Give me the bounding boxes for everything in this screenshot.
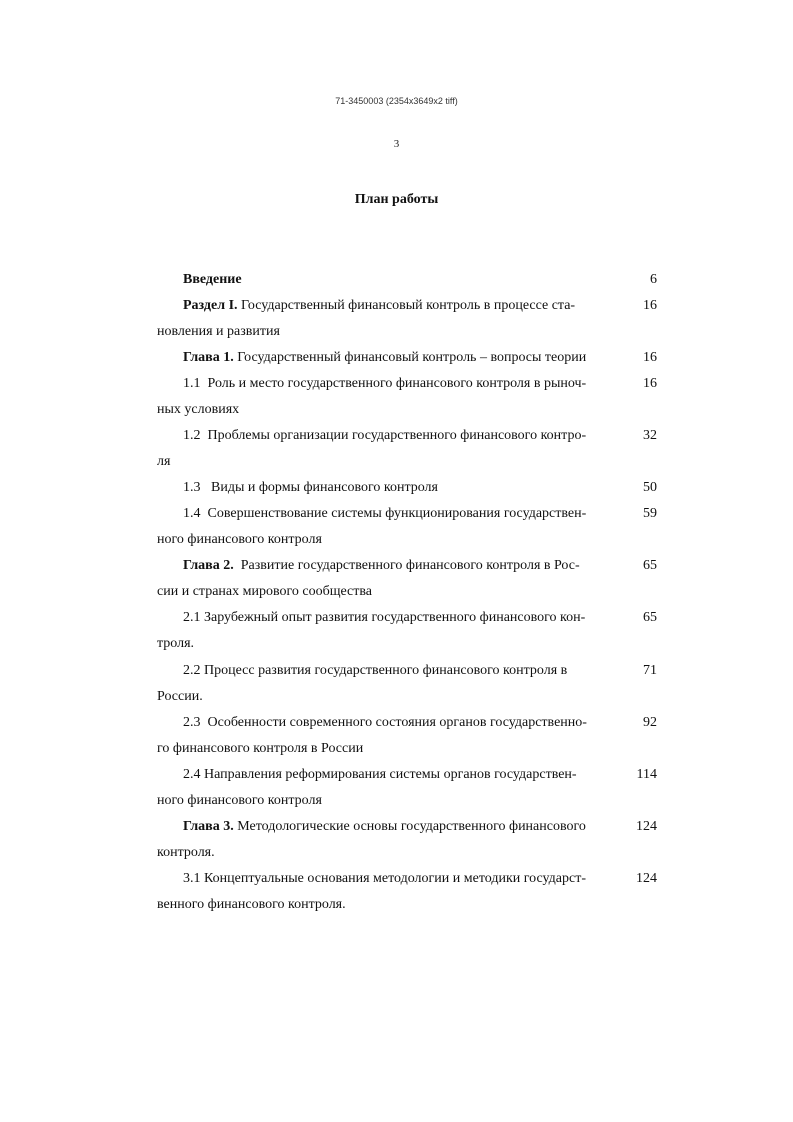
toc-label: 2.1 [183,610,201,625]
toc-text-line: Проблемы организации государственного финансового контро- [207,428,587,443]
toc-label: Глава 1. [183,350,234,365]
toc-text-line: Методологические основы государственного финансового [237,819,586,834]
toc-entry-chapter-2 [157,556,657,608]
toc-text-line: Концептуальные основания методологии и методики государст- [204,871,586,886]
toc-text-line: Государственный финансовый контроль – вопросы теории [237,350,587,365]
toc-entry-introduction [183,270,657,296]
toc-text-line: ного финансового контроля [157,532,322,547]
toc-text-line: го финансового контроля в России [157,741,364,756]
toc-page: 92 [643,715,657,730]
toc-page: 65 [643,610,657,625]
toc-label: 1.3 [183,480,201,495]
toc-label: 1.2 [183,428,201,443]
page-title: План работы [354,192,439,207]
toc-page: 50 [643,480,657,495]
toc-page: 16 [643,298,657,313]
toc-entry-2-2 [157,661,657,713]
toc-text-line: Виды и формы финансового контроля [211,480,438,495]
toc-text-line: Зарубежный опыт развития государственного финансового кон- [204,610,586,625]
toc-text-line: контроля. [157,845,215,860]
toc-entry-2-4 [157,765,657,817]
toc-entry-1-2 [157,426,657,478]
toc-text-line: Государственный финансовый контроль в процессе ста- [241,298,576,313]
toc-label: 1.4 [183,506,201,521]
toc-text-line: сии и странах мирового сообщества [157,584,373,599]
scan-id-header: 71-3450003 (2354x3649x2 tiff) [335,96,458,106]
toc-text-line: троля. [157,636,195,651]
toc-label: Введение [183,272,242,287]
toc-page: 65 [643,558,657,573]
toc-label: 2.2 [183,663,201,678]
toc-text-line: венного финансового контроля. [157,897,346,912]
toc-text-line: новления и развития [157,324,280,339]
toc-text-line: ного финансового контроля [157,793,322,808]
toc-entry-chapter-3 [157,817,657,869]
toc-text-line: Развитие государственного финансового контроля в Рос- [240,558,580,573]
toc-entry-2-3 [157,713,657,765]
toc-page: 114 [636,767,657,782]
toc-label: Глава 3. [183,819,234,834]
toc-label: Глава 2. [183,558,234,573]
toc-label: 2.3 [183,715,201,730]
toc-page: 32 [643,428,657,443]
toc-text-line: ля [157,454,171,469]
toc-entry-1-3 [157,478,657,504]
toc-label: 3.1 [183,871,201,886]
toc-page: 71 [643,663,657,678]
toc-text-line: Направления реформирования системы органов государствен- [204,767,577,782]
toc-text-line: Роль и место государственного финансового контроля в рыноч- [207,376,587,391]
toc-entry-1-4 [157,504,657,556]
toc-page: 6 [650,272,657,287]
toc-page: 124 [636,819,657,834]
toc-label: Раздел I. [183,298,238,313]
toc-entry-1-1 [157,374,657,426]
toc-page: 59 [643,506,657,521]
toc-label: 1.1 [183,376,201,391]
toc-text-line: Особенности современного состояния органов государственно- [207,715,587,730]
toc-label: 2.4 [183,767,201,782]
toc-text-line: Совершенствование системы функционирования государствен- [207,506,587,521]
toc-page: 16 [643,376,657,391]
toc-text-line: Процесс развития государственного финансового контроля в [204,663,568,678]
toc-entry-section-1 [157,296,657,348]
toc-page: 16 [643,350,657,365]
toc-entry-chapter-1 [157,348,657,374]
page-number: 3 [393,138,400,150]
toc-text-line: России. [157,689,203,704]
toc-entry-3-1 [157,869,657,921]
toc-entry-2-1 [157,608,657,660]
toc-page: 124 [636,871,657,886]
toc-text-line: ных условиях [157,402,240,417]
